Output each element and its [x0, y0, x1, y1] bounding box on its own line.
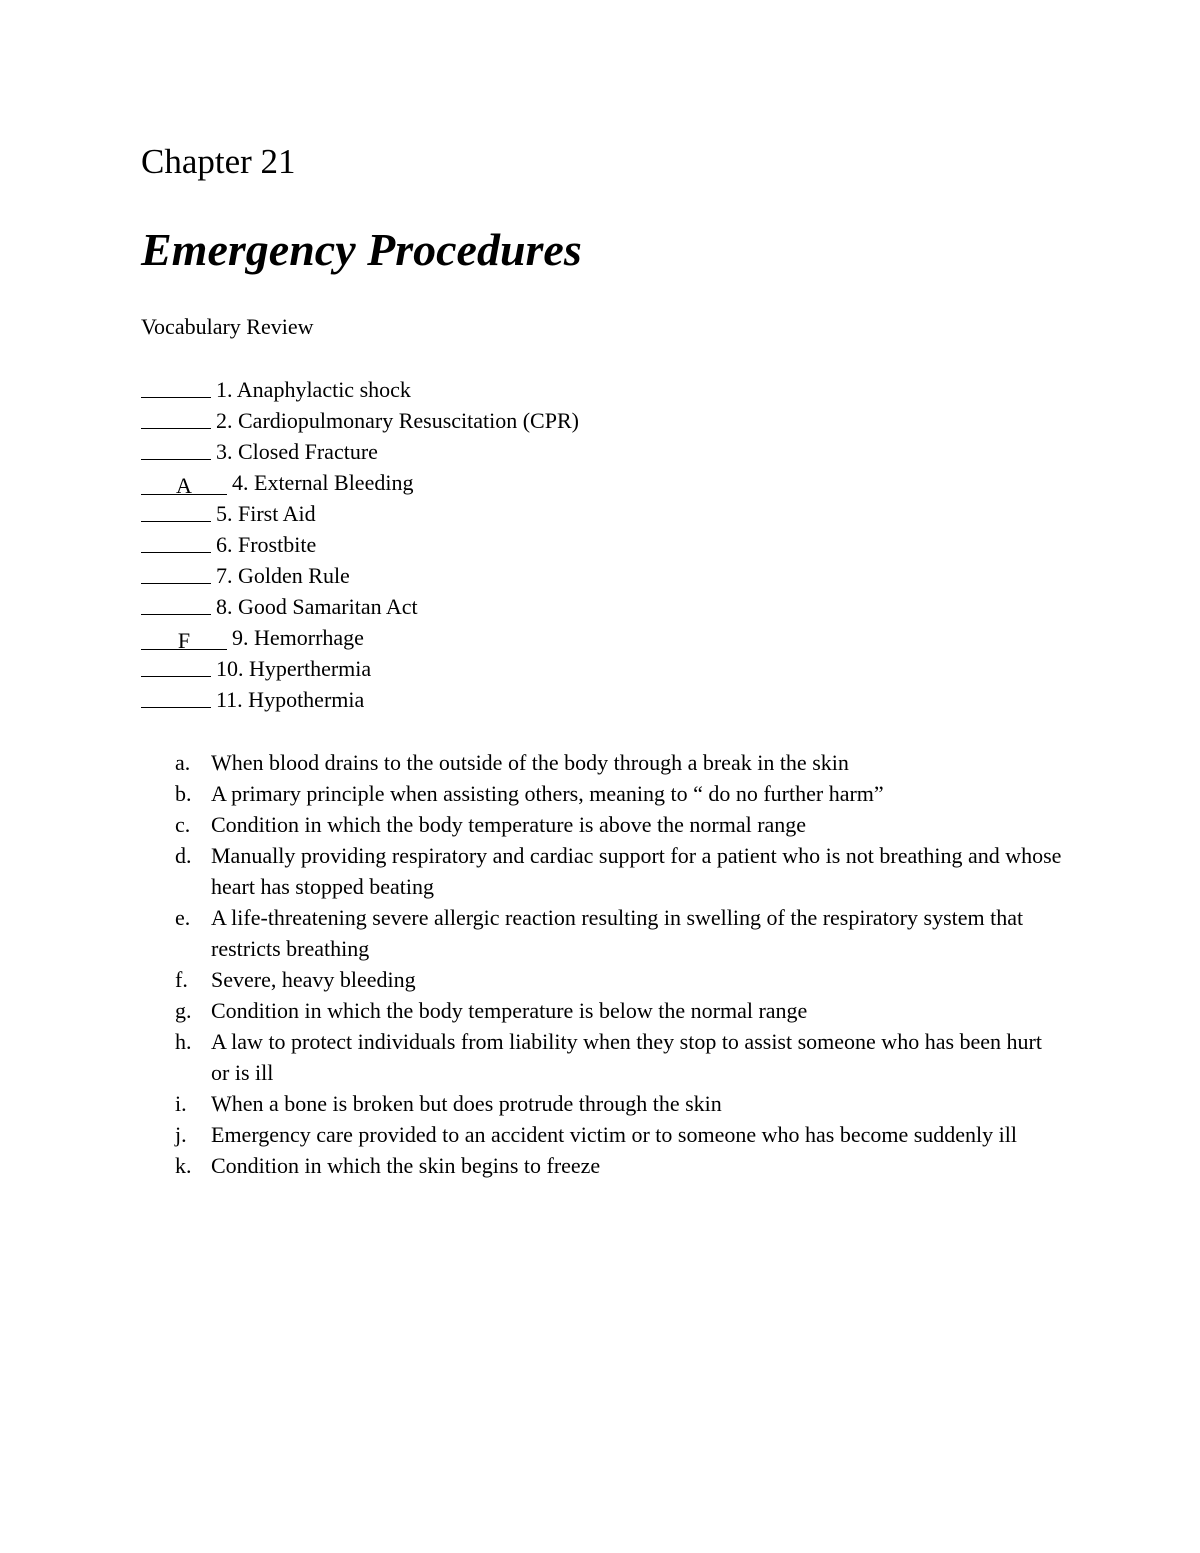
definition-letter: g.: [175, 998, 192, 1023]
definition-letter: i.: [175, 1091, 187, 1116]
definition-text: Condition in which the body temperature is above the normal range: [211, 812, 807, 837]
definition-letter: d.: [175, 843, 192, 868]
term-item: [141, 498, 579, 529]
term-item: [141, 591, 579, 622]
term-label: 2. Cardiopulmonary Resuscitation (CPR): [216, 408, 579, 433]
definition-item: [175, 902, 1065, 964]
answer-blank[interactable]: [141, 688, 211, 710]
section-heading: Vocabulary Review: [141, 314, 314, 339]
answer-blank[interactable]: [141, 440, 211, 462]
answer-blank[interactable]: F: [141, 630, 227, 652]
definition-text: When blood drains to the outside of the body through a break in the skin: [211, 750, 849, 775]
term-item: [141, 405, 579, 436]
definition-text: A life-threatening severe allergic reaction resulting in swelling of the respiratory system that restricts breathing: [211, 905, 1024, 961]
definition-letter: e.: [175, 905, 191, 930]
definition-item: [175, 995, 1065, 1026]
definition-letter: k.: [175, 1153, 192, 1178]
definition-item: [175, 964, 1065, 995]
definition-text: Manually providing respiratory and cardiac support for a patient who is not breathing and whose heart has stopped beating: [211, 843, 1062, 899]
answer-blank[interactable]: [141, 533, 211, 555]
page-title: Emergency Procedures: [141, 224, 582, 275]
term-label: 1. Anaphylactic shock: [216, 377, 411, 402]
term-label: 6. Frostbite: [216, 532, 317, 557]
term-label: 7. Golden Rule: [216, 563, 350, 588]
definition-letter: b.: [175, 781, 192, 806]
definition-item: [175, 1119, 1065, 1150]
answer-blank[interactable]: [141, 409, 211, 431]
answer-blank[interactable]: A: [141, 475, 227, 497]
term-item: [141, 560, 579, 591]
term-label: 3. Closed Fracture: [216, 439, 378, 464]
chapter-heading: Chapter 21: [141, 142, 296, 181]
definition-text: A primary principle when assisting others, meaning to “ do no further harm”: [211, 781, 884, 806]
definition-letter: h.: [175, 1029, 192, 1054]
term-label: 11. Hypothermia: [216, 687, 365, 712]
answer-blank[interactable]: [141, 595, 211, 617]
definition-list: [175, 747, 1065, 1181]
term-item: [141, 529, 579, 560]
definition-item: [175, 840, 1065, 902]
definition-text: Condition in which the body temperature is below the normal range: [211, 998, 808, 1023]
definition-letter: f.: [175, 967, 188, 992]
term-item: [141, 436, 579, 467]
definition-text: When a bone is broken but does protrude through the skin: [211, 1091, 722, 1116]
term-label: 8. Good Samaritan Act: [216, 594, 418, 619]
definition-text: Severe, heavy bleeding: [211, 967, 416, 992]
term-label: 9. Hemorrhage: [232, 625, 364, 650]
definition-item: [175, 1026, 1065, 1088]
term-item: [141, 684, 579, 715]
definition-text: Emergency care provided to an accident victim or to someone who has become suddenly ill: [211, 1122, 1018, 1147]
definition-letter: a.: [175, 750, 191, 775]
definition-text: Condition in which the skin begins to freeze: [211, 1153, 601, 1178]
definition-item: [175, 1088, 1065, 1119]
definition-letter: j.: [175, 1122, 187, 1147]
answer-blank[interactable]: [141, 378, 211, 400]
definition-item: [175, 809, 1065, 840]
term-label: 5. First Aid: [216, 501, 316, 526]
definition-letter: c.: [175, 812, 191, 837]
term-item: [141, 374, 579, 405]
definition-text: A law to protect individuals from liability when they stop to assist someone who has been hurt or is ill: [211, 1029, 1042, 1085]
term-item: [141, 653, 579, 684]
term-label: 10. Hyperthermia: [216, 656, 372, 681]
definition-item: [175, 747, 1065, 778]
term-item: [141, 467, 579, 498]
answer-blank[interactable]: [141, 657, 211, 679]
definition-item: [175, 778, 1065, 809]
term-label: 4. External Bleeding: [232, 470, 414, 495]
answer-blank[interactable]: [141, 502, 211, 524]
term-item: [141, 622, 579, 653]
vocabulary-term-list: [141, 374, 579, 715]
definition-item: [175, 1150, 1065, 1181]
answer-blank[interactable]: [141, 564, 211, 586]
